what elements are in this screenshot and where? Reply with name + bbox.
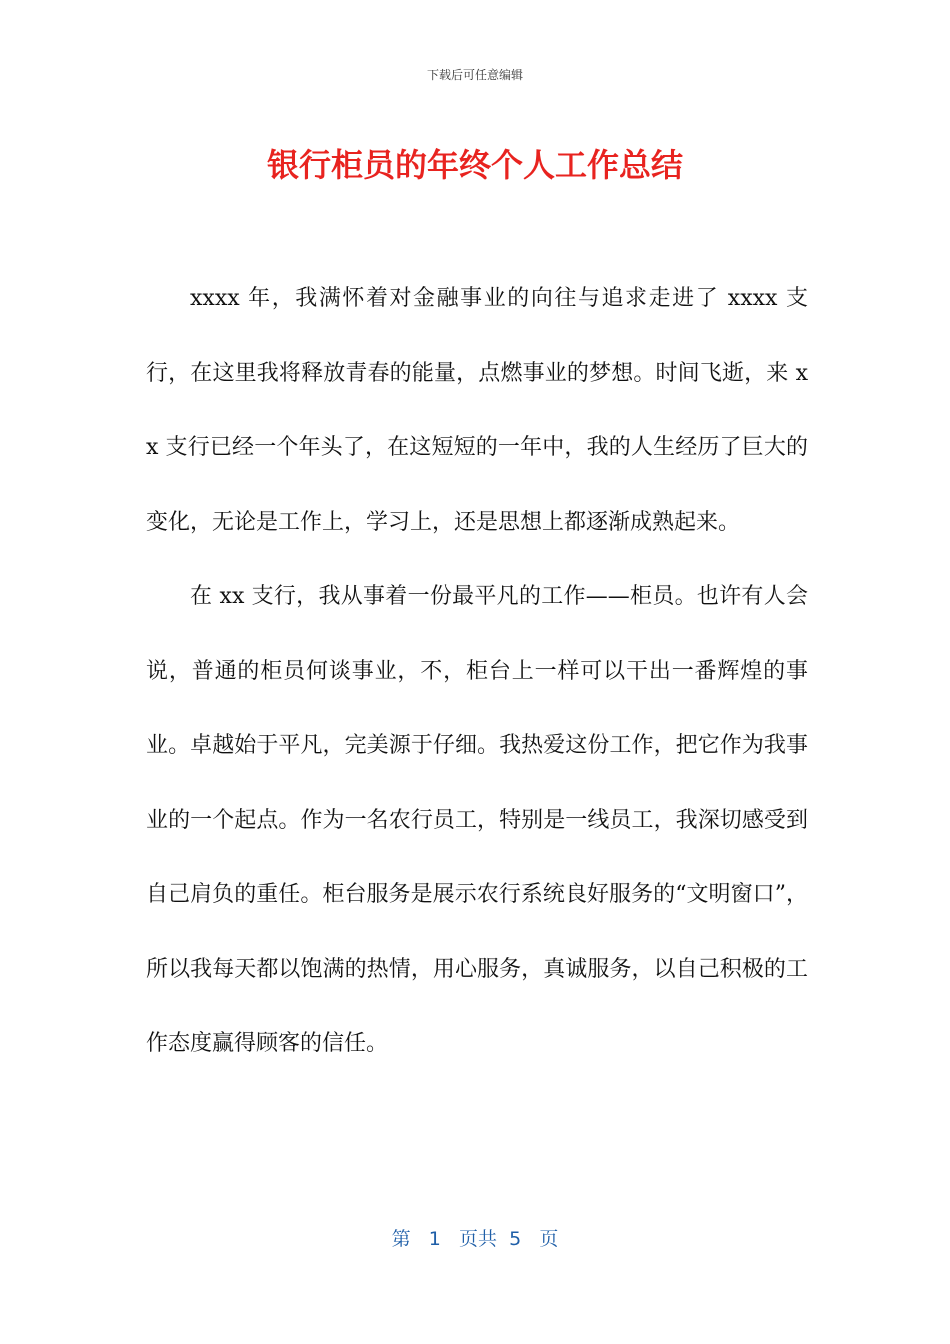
footer-prefix: 第	[391, 1228, 411, 1250]
footer-current-page: 1	[428, 1228, 441, 1250]
paragraph-2: 在 xx 支行，我从事着一份最平凡的工作——柜员。也许有人会说，普通的柜员何谈事业，不，柜台上一样可以干出一番辉煌的事业。卓越始于平凡，完美源于仔细。我热爱这份工作，把它作为我事业的一个起点。作为一名农行员工，特别是一线员工，我深切感受到自己肩负的重任。柜台服务是展示农行系统良好服务的“文明窗口”，所以我每天都以饱满的热情，用心服务，真诚服务，以自己积极的工作态度赢得顾客的信任。	[146, 584, 808, 1056]
footer-total-pages: 5	[509, 1228, 522, 1250]
paragraph-1: xxxx 年，我满怀着对金融事业的向往与追求走进了 xxxx 支行，在这里我将释放青春的能量，点燃事业的梦想。时间飞逝，来 xx 支行已经一个年头了，在这短短的一年中，我的人生经历了巨大的变化，无论是工作上，学习上，还是思想上都逐渐成熟起来。	[146, 286, 808, 535]
header-note: 下载后可任意编辑	[426, 68, 523, 82]
document-body	[146, 262, 808, 1082]
footer-middle: 页共	[459, 1228, 498, 1250]
document-title: 银行柜员的年终个人工作总结	[266, 146, 683, 184]
footer-suffix: 页	[539, 1228, 559, 1250]
page-footer	[0, 1224, 950, 1251]
